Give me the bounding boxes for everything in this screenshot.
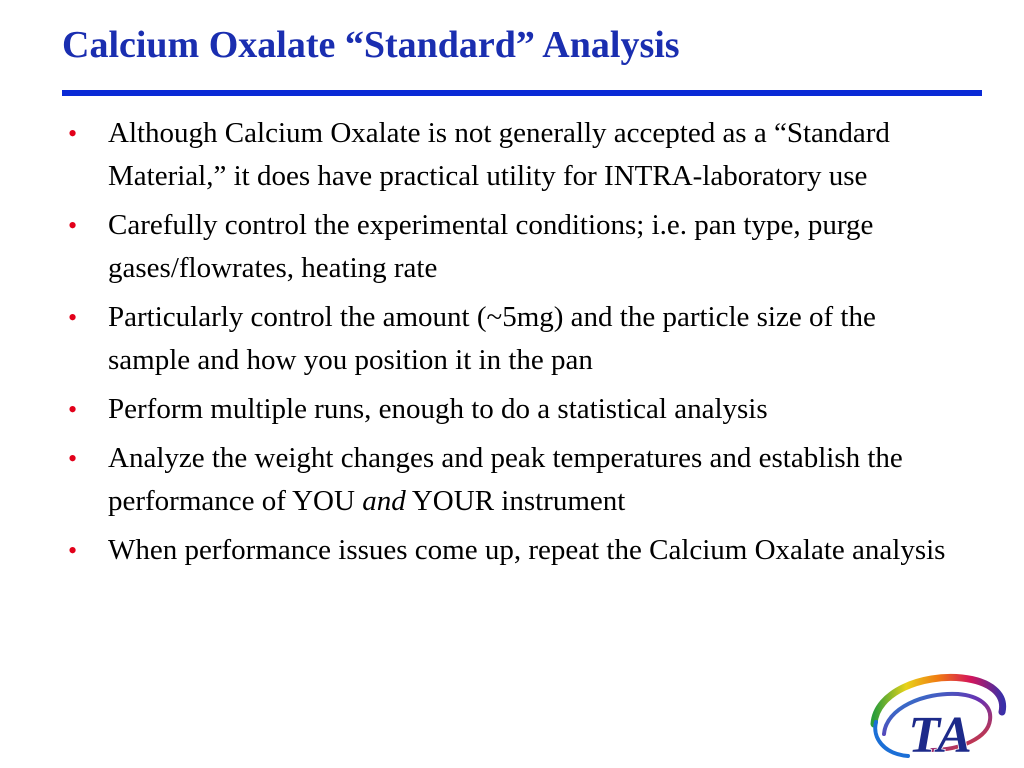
bullet-item: [62, 437, 962, 523]
bullet-marker: •: [68, 444, 78, 473]
bullet-list: [62, 112, 962, 578]
bullet-text-part: Analyze the weight changes and peak temperatures and establish the performance of YOU: [108, 442, 903, 517]
bullet-item: [62, 296, 962, 382]
bullet-marker: •: [68, 211, 78, 240]
bullet-item: [62, 388, 962, 431]
title-divider: [62, 90, 982, 96]
bullet-item: [62, 112, 962, 198]
bullet-item: [62, 529, 962, 572]
bullet-text: Carefully control the experimental conditions; i.e. pan type, purge gases/flowrates, heating rate: [108, 209, 874, 284]
bullet-text: Perform multiple runs, enough to do a statistical analysis: [108, 393, 768, 425]
bullet-text-part: YOUR instrument: [405, 485, 626, 517]
bullet-text: Particularly control the amount (~5mg) and the particle size of the sample and how you position it in the pan: [108, 301, 876, 376]
bullet-text-emphasis: and: [362, 485, 406, 517]
logo-ring-left: [875, 722, 908, 756]
bullet-marker: •: [68, 395, 78, 424]
slide-title: Calcium Oxalate “Standard” Analysis: [62, 24, 680, 66]
logo-text: TA: [908, 707, 972, 764]
bullet-text: When performance issues come up, repeat the Calcium Oxalate analysis: [108, 534, 946, 566]
bullet-marker: •: [68, 303, 78, 332]
bullet-item: [62, 204, 962, 290]
bullet-text: Although Calcium Oxalate is not generally accepted as a “Standard Material,” it does have practical utility for INTRA-laboratory use: [108, 117, 890, 192]
bullet-marker: •: [68, 119, 78, 148]
bullet-text: [108, 442, 903, 517]
bullet-marker: •: [68, 536, 78, 565]
ta-logo: [862, 664, 1012, 764]
